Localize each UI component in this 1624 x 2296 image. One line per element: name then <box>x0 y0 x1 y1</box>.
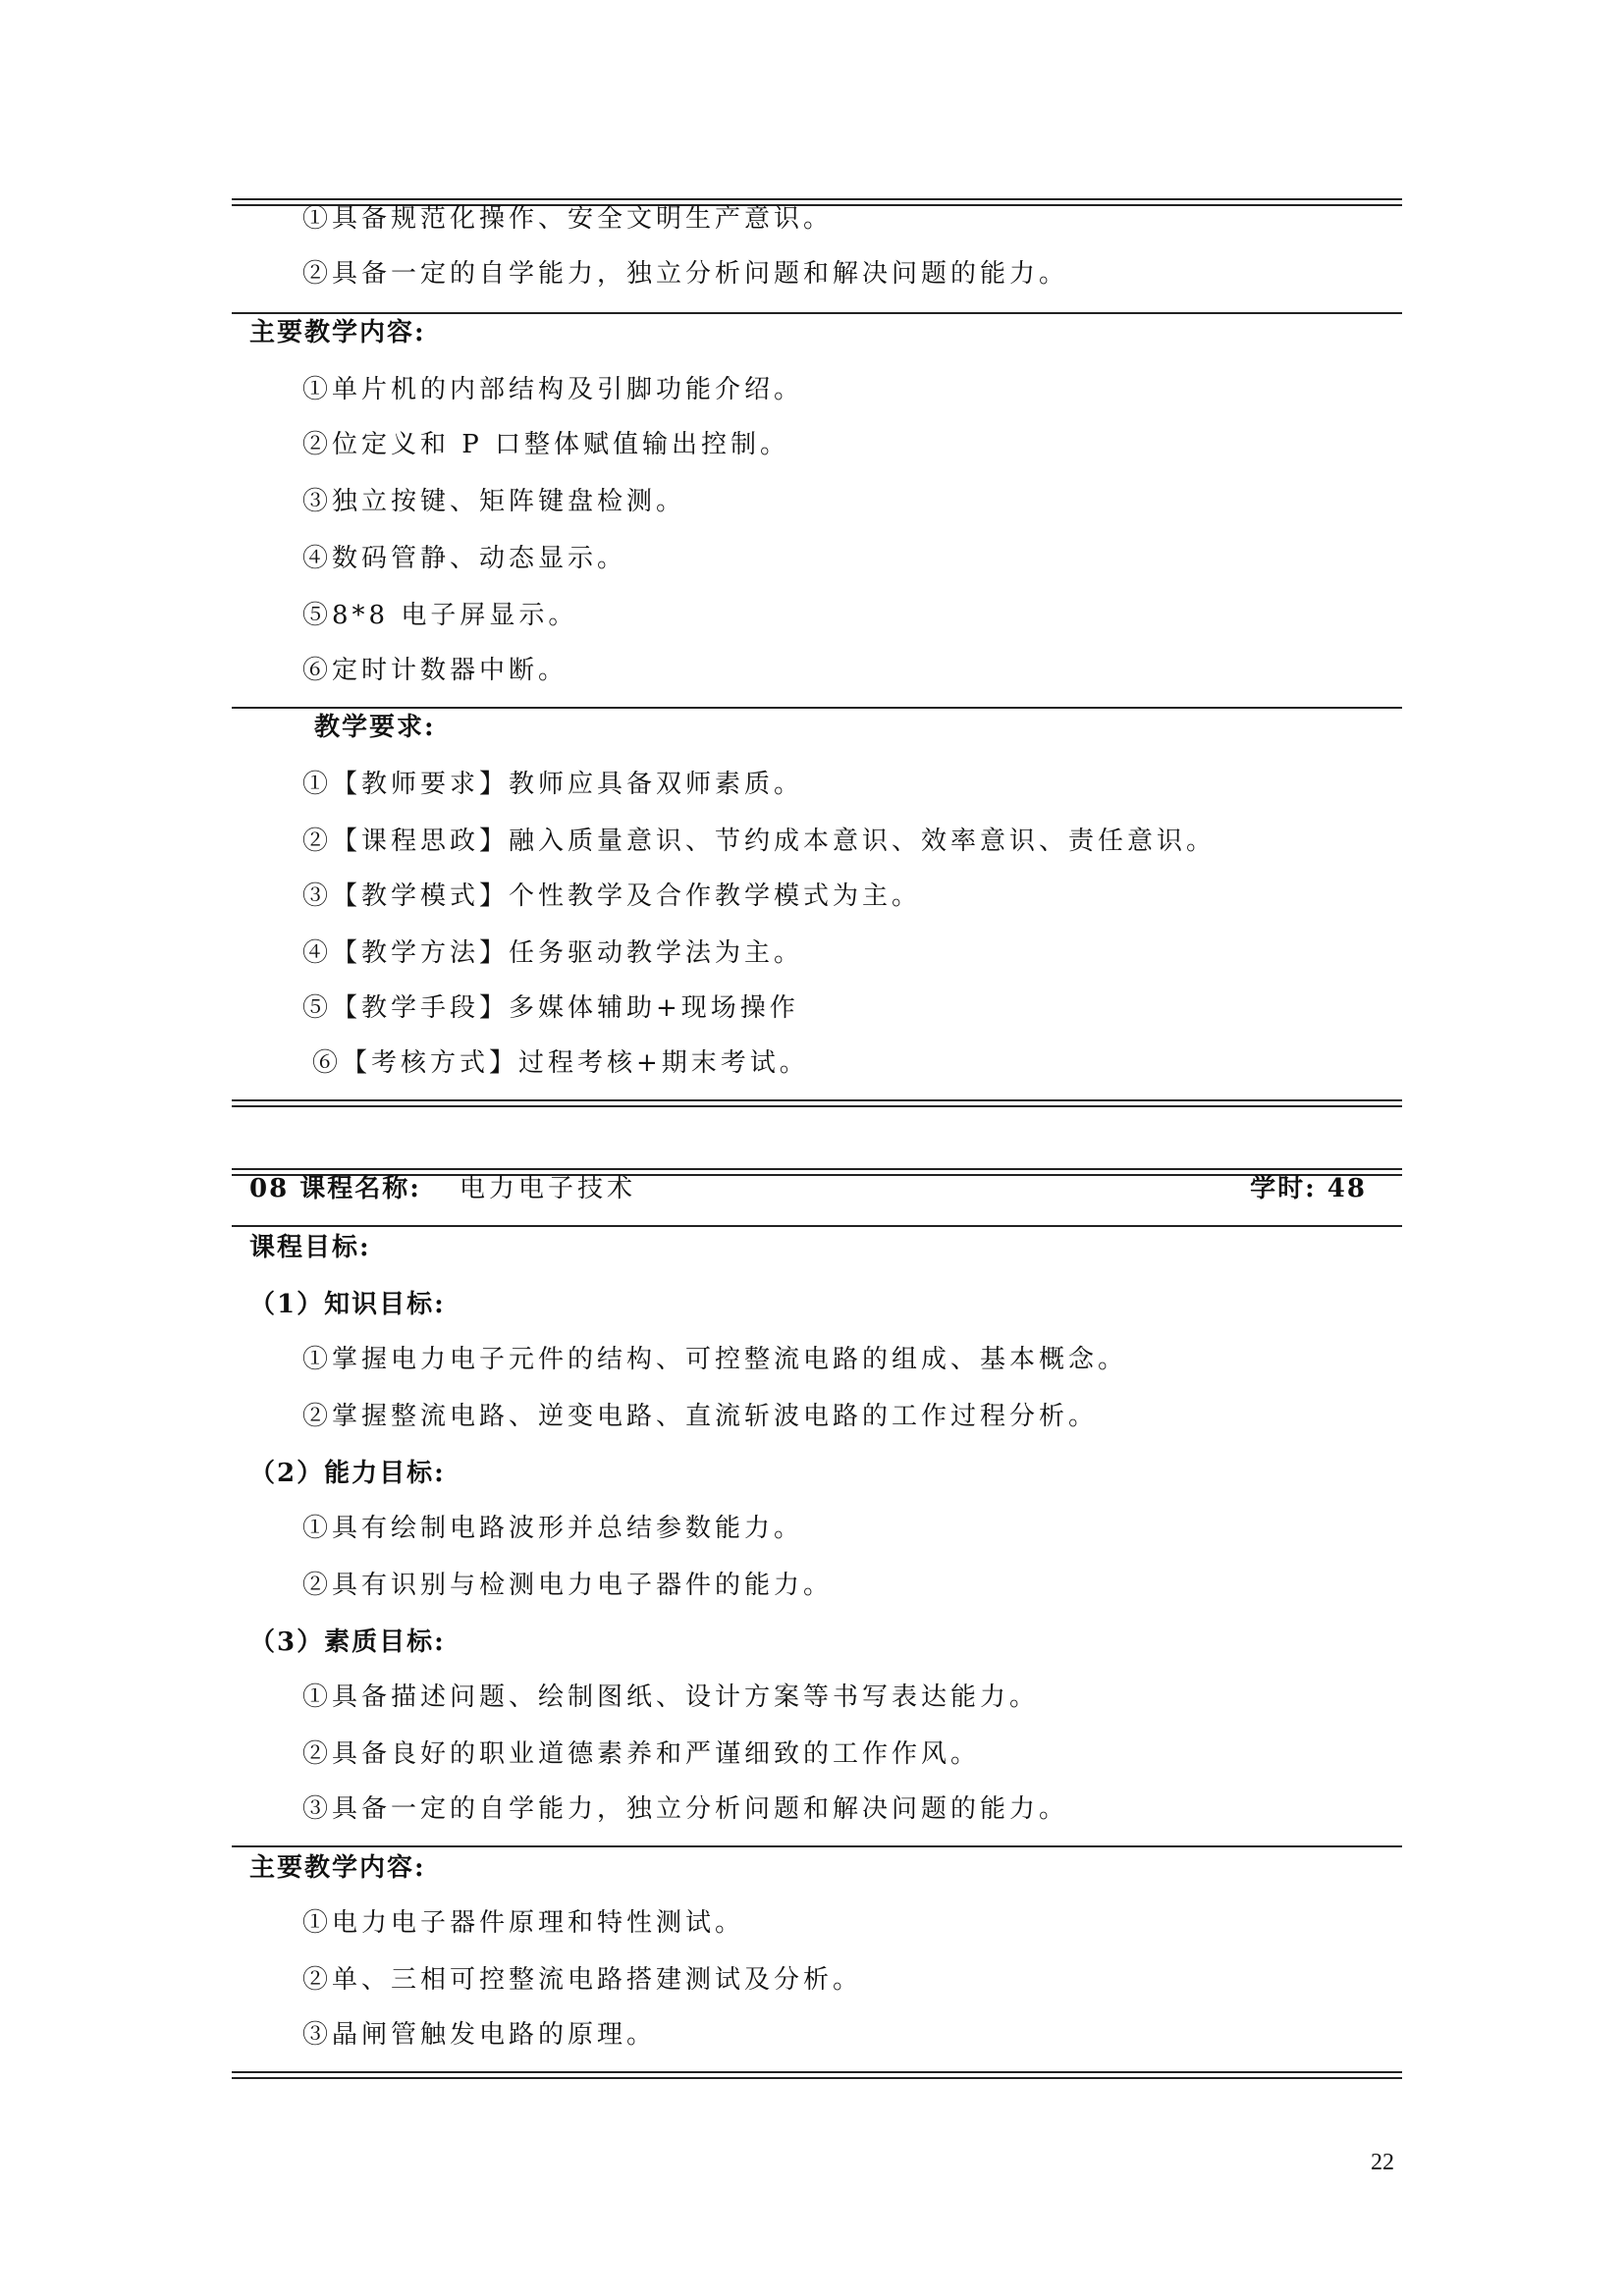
table-rule <box>232 1845 1402 1847</box>
table-rule-bottom <box>232 2071 1402 2079</box>
content-heading: 主要教学内容: <box>249 318 426 347</box>
requirements-heading: 教学要求: <box>314 713 436 742</box>
knowledge-item-1: ①掌握电力电子元件的结构、可控整流电路的组成、基本概念。 <box>302 1345 1128 1374</box>
ability-heading: （2）能力目标: <box>249 1459 446 1488</box>
knowledge-heading: （1）知识目标: <box>249 1290 446 1319</box>
content-item-5: ⑤8*8 电子屏显示。 <box>302 601 578 630</box>
content-item-6: ⑥定时计数器中断。 <box>302 656 568 685</box>
ability-item-1: ①具有绘制电路波形并总结参数能力。 <box>302 1514 804 1543</box>
attitude-item-2: ②具备一定的自学能力，独立分析问题和解决问题的能力。 <box>302 259 1069 289</box>
content-item-1: ①单片机的内部结构及引脚功能介绍。 <box>302 375 804 404</box>
attitude-item-1: ①具备规范化操作、安全文明生产意识。 <box>302 204 834 234</box>
requirement-item-5: ⑤【教学手段】多媒体辅助+现场操作 <box>302 993 799 1023</box>
quality-heading: （3）素质目标: <box>249 1628 446 1657</box>
course-content-item-3: ③晶闸管触发电路的原理。 <box>302 2020 657 2050</box>
content-heading: 主要教学内容: <box>249 1853 426 1883</box>
table-rule <box>232 707 1402 709</box>
ability-item-2: ②具有识别与检测电力电子器件的能力。 <box>302 1571 834 1600</box>
content-item-3: ③独立按键、矩阵键盘检测。 <box>302 487 686 516</box>
course-content-item-2: ②单、三相可控整流电路搭建测试及分析。 <box>302 1965 863 1995</box>
course-title-row <box>249 1172 1379 1207</box>
requirement-item-1: ①【教师要求】教师应具备双师素质。 <box>302 770 804 799</box>
table-rule-bottom <box>232 1099 1402 1107</box>
requirement-item-6: ⑥【考核方式】过程考核+期末考试。 <box>312 1048 809 1078</box>
table-rule <box>232 312 1402 314</box>
page-number: 22 <box>1371 2150 1394 2175</box>
quality-item-2: ②具备良好的职业道德素养和严谨细致的工作作风。 <box>302 1739 981 1769</box>
quality-item-3: ③具备一定的自学能力，独立分析问题和解决问题的能力。 <box>302 1794 1069 1824</box>
goals-heading: 课程目标: <box>249 1233 371 1262</box>
requirement-item-4: ④【教学方法】任务驱动教学法为主。 <box>302 938 804 968</box>
quality-item-1: ①具备描述问题、绘制图纸、设计方案等书写表达能力。 <box>302 1682 1040 1712</box>
content-item-2: ②位定义和 P 口整体赋值输出控制。 <box>302 430 790 459</box>
content-item-4: ④数码管静、动态显示。 <box>302 544 627 573</box>
course-name-label: 08 课程名称: <box>249 1174 421 1203</box>
requirement-item-3: ③【教学模式】个性教学及合作教学模式为主。 <box>302 881 922 911</box>
requirement-item-2: ②【课程思政】融入质量意识、节约成本意识、效率意识、责任意识。 <box>302 827 1217 856</box>
course-name-value: 电力电子技术 <box>460 1174 637 1203</box>
course-hours: 学时: 48 <box>1250 1174 1367 1203</box>
table-rule <box>232 1225 1402 1227</box>
course-content-item-1: ①电力电子器件原理和特性测试。 <box>302 1908 745 1938</box>
knowledge-item-2: ②掌握整流电路、逆变电路、直流斩波电路的工作过程分析。 <box>302 1402 1099 1431</box>
